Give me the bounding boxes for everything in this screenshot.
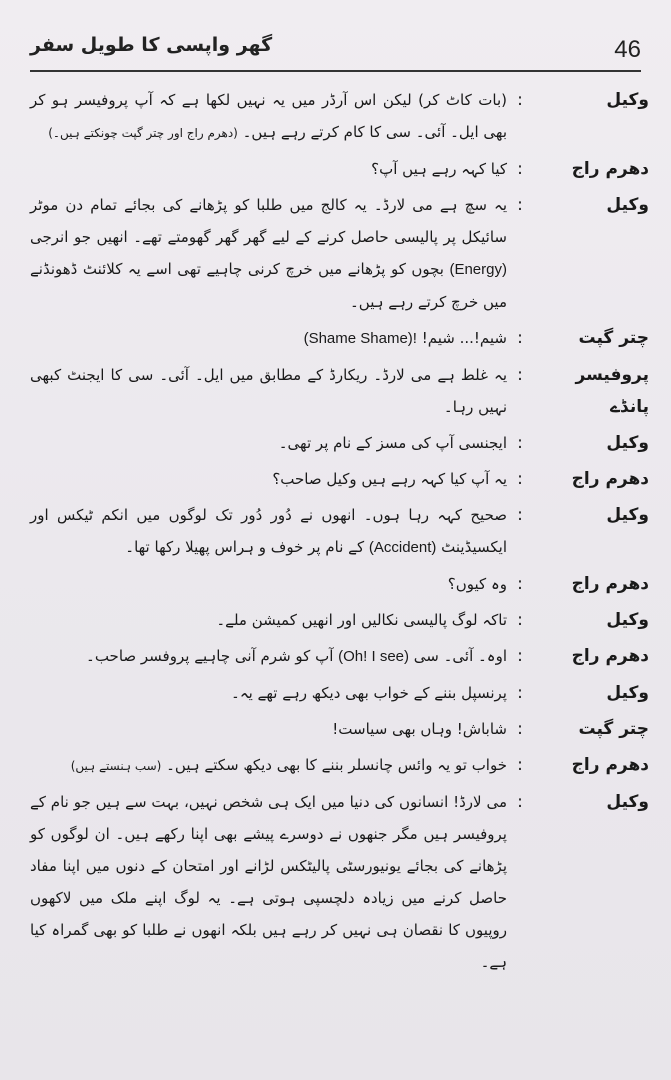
- colon-separator: :: [517, 195, 523, 215]
- speaker-name: وکیل: [606, 792, 649, 812]
- colon-separator: :: [517, 505, 523, 525]
- speech-text: شیم!... شیم! (Shame Shame)!: [303, 329, 507, 347]
- dialogue-entry: [30, 713, 651, 745]
- page-header: [30, 28, 641, 68]
- colon-separator: :: [517, 469, 523, 489]
- dialogue-entry: [30, 153, 651, 185]
- colon-separator: :: [517, 90, 523, 110]
- speech-text: یہ آپ کیا کہہ رہے ہیں وکیل صاحب؟: [272, 470, 507, 488]
- speech-text: خواب تو یہ وائس چانسلر بننے کا بھی دیکھ سکتے ہیں۔ (سب ہنستے ہیں): [70, 756, 507, 774]
- speech-text: یہ غلط ہے می لارڈ۔ ریکارڈ کے مطابق میں ایل۔ آئی۔ سی کا ایجنٹ کبھی نہیں رہا۔: [30, 366, 507, 416]
- speech-text: پرنسپل بننے کے خواب بھی دیکھ رہے تھے یہ۔: [231, 684, 507, 702]
- speaker-name: دھرم راج: [571, 574, 649, 594]
- speech-text: اوہ۔ آئی۔ سی (Oh! I see) آپ کو شرم آنی چاہیے پروفسر صاحب۔: [86, 647, 507, 665]
- dialogue-entry: [30, 786, 651, 978]
- dialogue-entry: [30, 84, 651, 149]
- dialogue-entry: [30, 749, 651, 782]
- speaker-name: چتر گپت: [578, 719, 649, 739]
- speaker-name: پروفیسر پانڈے: [575, 365, 649, 417]
- page-number: 46: [614, 36, 641, 63]
- colon-separator: :: [517, 646, 523, 666]
- speaker-name: دھرم راج: [571, 755, 649, 775]
- colon-separator: :: [517, 433, 523, 453]
- colon-separator: :: [517, 792, 523, 812]
- running-title: گھر واپسی کا طویل سفر: [30, 34, 273, 56]
- speaker-name: وکیل: [606, 90, 649, 110]
- stage-direction: (دھرم راج اور چتر گپت چونکتے ہیں۔): [48, 126, 238, 140]
- speaker-name: دھرم راج: [571, 159, 649, 179]
- stage-direction: (سب ہنستے ہیں): [70, 759, 162, 773]
- colon-separator: :: [517, 574, 523, 594]
- speech-text: (بات کاٹ کر) لیکن اس آرڈر میں یہ نہیں لکھا ہے کہ آپ پروفیسر ہو کر بھی ایل۔ آئی۔ سی کا کام کرتے رہے ہیں۔ (دھرم راج اور چتر گپت چونکتے ہیں۔): [30, 91, 507, 141]
- colon-separator: :: [517, 755, 523, 775]
- dialogue-entry: [30, 189, 651, 318]
- english-gloss: (Accident): [368, 539, 437, 556]
- colon-separator: :: [517, 365, 523, 385]
- english-gloss: (Energy): [449, 261, 507, 278]
- dialogue-entry: [30, 463, 651, 495]
- dialogue-entry: [30, 499, 651, 564]
- dialogue-entry: [30, 677, 651, 709]
- dialogue-entry: [30, 640, 651, 673]
- speaker-name: دھرم راج: [571, 646, 649, 666]
- speaker-name: وکیل: [606, 610, 649, 630]
- speaker-name: وکیل: [606, 683, 649, 703]
- dialogue: [30, 84, 651, 982]
- colon-separator: :: [517, 719, 523, 739]
- colon-separator: :: [517, 159, 523, 179]
- speech-text: وہ کیوں؟: [447, 575, 507, 593]
- speech-text: ایجنسی آپ کی مسز کے نام پر تھی۔: [278, 434, 507, 452]
- dialogue-entry: [30, 359, 651, 423]
- speaker-name: چتر گپت: [578, 328, 649, 348]
- speaker-name: وکیل: [606, 505, 649, 525]
- speaker-name: وکیل: [606, 195, 649, 215]
- colon-separator: :: [517, 328, 523, 348]
- english-gloss: (Shame Shame)!: [303, 330, 417, 347]
- speech-text: صحیح کہہ رہا ہوں۔ انھوں نے دُور دُور تک لوگوں میں انکم ٹیکس اور ایکسیڈینٹ (Accident) کے نام پر خوف و ہراس پھیلا رکھا تھا۔: [30, 506, 507, 556]
- dialogue-entry: [30, 604, 651, 636]
- speech-text: تاکہ لوگ پالیسی نکالیں اور انھیں کمیشن ملے۔: [216, 611, 507, 629]
- speaker-name: دھرم راج: [571, 469, 649, 489]
- speech-text: می لارڈ! انسانوں کی دنیا میں ایک ہی شخص نہیں، بہت سے ہیں جو نام کے پروفیسر ہیں مگر جنھوں نے دوسرے پیشے بھی اپنا رکھے ہیں۔ ان لوگوں کو پڑھانے کی بجائے یونیورسٹی پالیٹکس لڑانے اور امتحان کے دنوں میں اپنا مفاد حاصل کرنے میں زیادہ دلچسپی ہوتی ہے۔ یہ لوگ اپنے ملک میں لاکھوں روپیوں کا نقصان ہی نہیں کر رہے ہیں بلکہ انھوں نے طلبا کو بھی گمراہ کیا ہے۔: [30, 793, 507, 971]
- dialogue-entry: [30, 427, 651, 459]
- header-rule: [30, 70, 641, 72]
- speech-text: کیا کہہ رہے ہیں آپ؟: [371, 160, 507, 178]
- colon-separator: :: [517, 610, 523, 630]
- speech-text: یہ سچ ہے می لارڈ۔ یہ کالج میں طلبا کو پڑھانے کی بجائے تمام دن موٹر سائیکل پر پالیسی حاصل کرنے کے لیے گھر گھر گھومتے تھے۔ انھیں جو انرجی (Energy) بچوں کو پڑھانے میں خرچ کرنی چاہیے تھی اسے یہ کلائنٹ ڈھونڈنے میں خرچ کرتے رہے ہیں۔: [30, 196, 507, 311]
- dialogue-entry: [30, 568, 651, 600]
- colon-separator: :: [517, 683, 523, 703]
- english-gloss: (Oh! I see): [338, 648, 409, 665]
- dialogue-entry: [30, 322, 651, 355]
- speaker-name: وکیل: [606, 433, 649, 453]
- speech-text: شاباش! وہاں بھی سیاست!: [332, 720, 507, 738]
